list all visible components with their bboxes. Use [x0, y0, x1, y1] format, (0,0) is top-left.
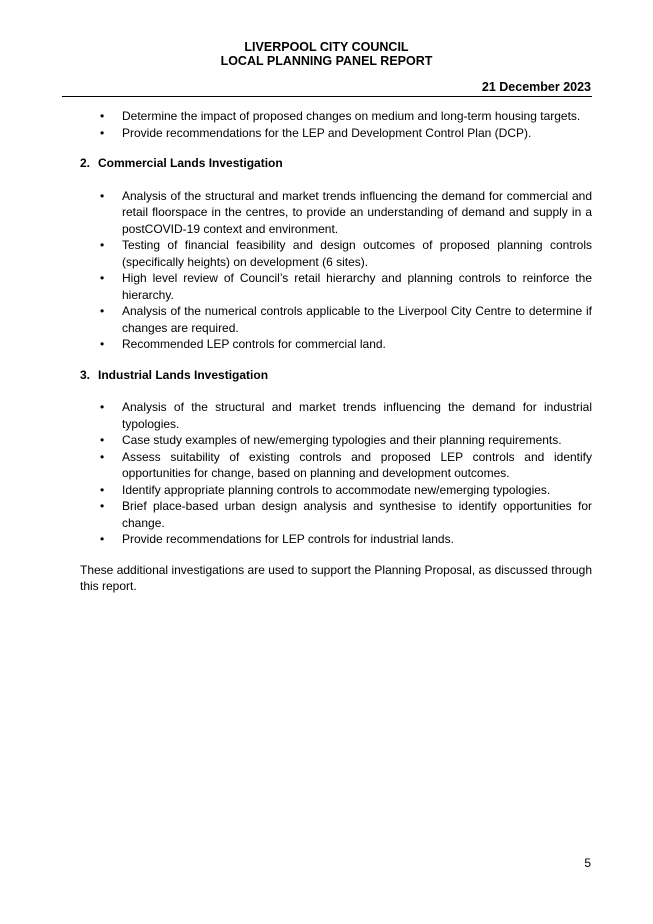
list-item: • Provide recommendations for the LEP and Development Control Plan (DCP). [80, 125, 592, 142]
section-number: 3. [80, 367, 91, 382]
list-item: • Analysis of the numerical controls applicable to the Liverpool City Centre to determine if changes are required. [80, 303, 592, 336]
list-item: • Analysis of the structural and market trends influencing the demand for industrial typologies. [80, 399, 592, 432]
section-title: Industrial Lands Investigation [98, 367, 269, 382]
page-number: 5 [584, 856, 591, 870]
document-body [80, 108, 592, 595]
list-item: • Identify appropriate planning controls to accommodate new/emerging typologies. [80, 482, 592, 499]
header-report-title: LOCAL PLANNING PANEL REPORT [220, 54, 433, 68]
header-date: 21 December 2023 [481, 80, 591, 94]
list-item: • Testing of financial feasibility and design outcomes of proposed planning controls (specifically heights) on development (6 sites). [80, 237, 592, 270]
section-heading-commercial [80, 155, 592, 172]
list-item: • Assess suitability of existing controls and proposed LEP controls and identify opportunities for change, based on planning and development outcomes. [80, 449, 592, 482]
list-item: • High level review of Council’s retail hierarchy and planning controls to reinforce the hierarchy. [80, 270, 592, 303]
list-item: • Analysis of the structural and market trends influencing the demand for commercial and retail floorspace in the centres, to provide an understanding of demand and supply in a postCOVID-19 context and environment. [80, 188, 592, 238]
list-item: • Provide recommendations for LEP controls for industrial lands. [80, 531, 592, 548]
list-item: • Recommended LEP controls for commercial land. [80, 336, 592, 353]
header-divider [62, 96, 592, 97]
list-item: • Determine the impact of proposed changes on medium and long-term housing targets. [80, 108, 592, 125]
list-item: • Brief place-based urban design analysis and synthesise to identify opportunities for change. [80, 498, 592, 531]
commercial-bullet-list [80, 188, 592, 353]
section-title: Commercial Lands Investigation [98, 156, 283, 170]
list-item: • Case study examples of new/emerging typologies and their planning requirements. [80, 432, 592, 449]
section-number: 2. [80, 156, 91, 170]
closing-paragraph: These additional investigations are used to support the Planning Proposal, as discussed through this report. [80, 562, 592, 593]
section-heading-industrial [80, 367, 592, 384]
industrial-bullet-list [80, 399, 592, 548]
header-org-name: LIVERPOOL CITY COUNCIL [244, 40, 409, 54]
intro-bullet-list [80, 108, 592, 141]
